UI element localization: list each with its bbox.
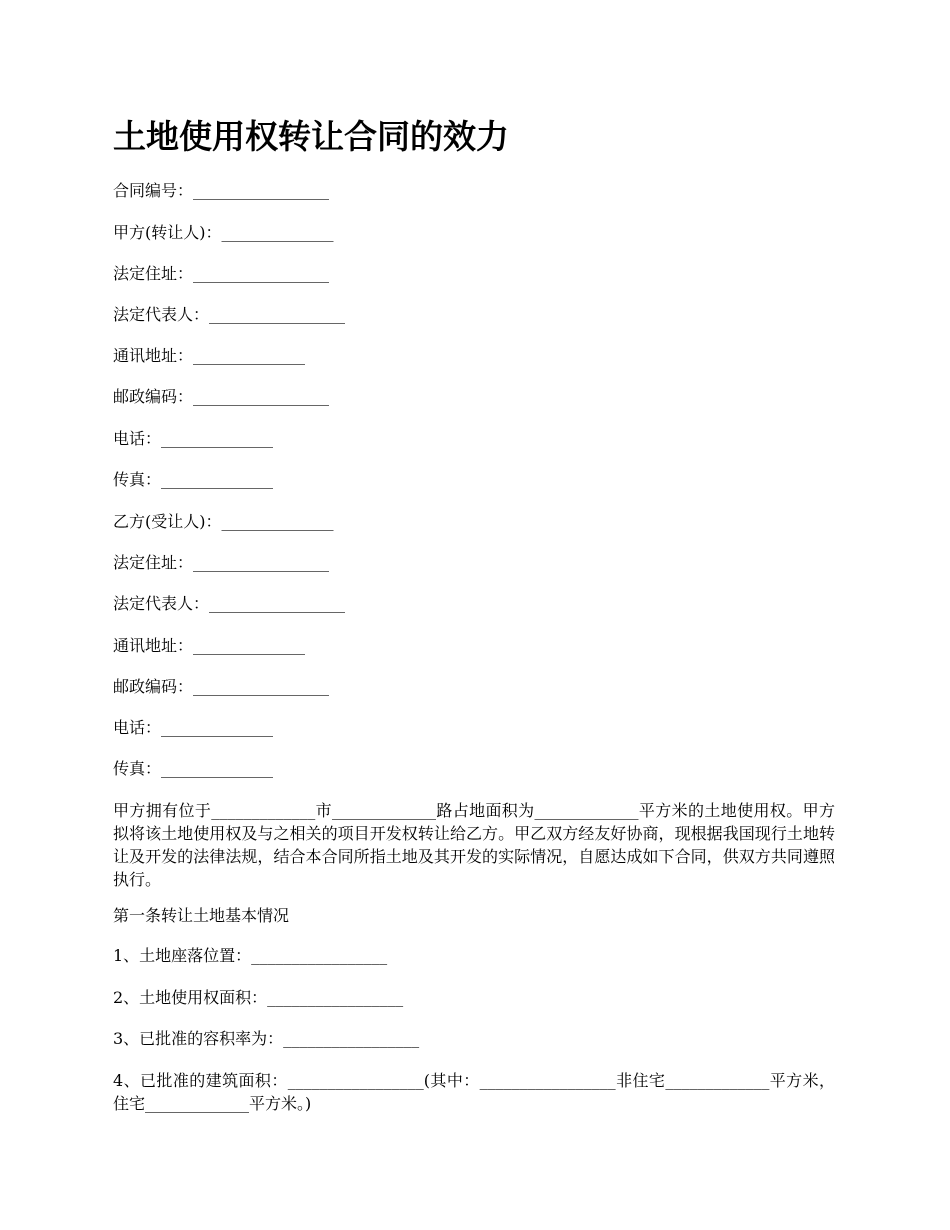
article-1-item-location: 1、土地座落位置：_________________ (113, 946, 388, 965)
article-1-item-building-area: 4、已批准的建筑面积：_________________(其中：_________________非住宅_____________平方米，住宅_____________平方米。) (113, 1071, 835, 1113)
field-party-a-mailing-address: 通讯地址：______________ (113, 346, 306, 365)
field-party-b-representative: 法定代表人：_________________ (113, 594, 346, 613)
field-party-a: 甲方(转让人)：______________ (113, 223, 334, 242)
field-party-a-postcode: 邮政编码：_________________ (113, 387, 330, 406)
article-1-heading: 第一条转让土地基本情况 (113, 906, 290, 925)
field-party-b: 乙方(受让人)：______________ (113, 512, 334, 531)
field-party-a-representative: 法定代表人：_________________ (113, 305, 346, 324)
field-party-b-fax: 传真：______________ (113, 759, 274, 778)
field-party-b-postcode: 邮政编码：_________________ (113, 677, 330, 696)
field-party-a-address: 法定住址：_________________ (113, 264, 330, 283)
field-party-b-address: 法定住址：_________________ (113, 553, 330, 572)
intro-paragraph: 甲方拥有位于_____________市_____________路占地面积为_____________平方米的土地使用权。甲方拟将该土地使用权及与之相关的项目开发权转让给乙方。甲乙双方经友好协商，现根据我国现行土地转让及开发的法律法规，结合本合同所指土地及其开发的实际情况，自愿达成如下合同，供双方共同遵照执行。 (113, 801, 835, 889)
field-party-b-phone: 电话：______________ (113, 718, 274, 737)
article-1-item-area: 2、土地使用权面积：_________________ (113, 988, 404, 1007)
document-title: 土地使用权转让合同的效力 (113, 117, 509, 156)
field-party-a-fax: 传真：______________ (113, 470, 274, 489)
field-party-a-phone: 电话：______________ (113, 429, 274, 448)
article-1-item-plot-ratio: 3、已批准的容积率为：_________________ (113, 1029, 420, 1048)
field-contract-number: 合同编号：_________________ (113, 181, 330, 200)
field-party-b-mailing-address: 通讯地址：______________ (113, 636, 306, 655)
